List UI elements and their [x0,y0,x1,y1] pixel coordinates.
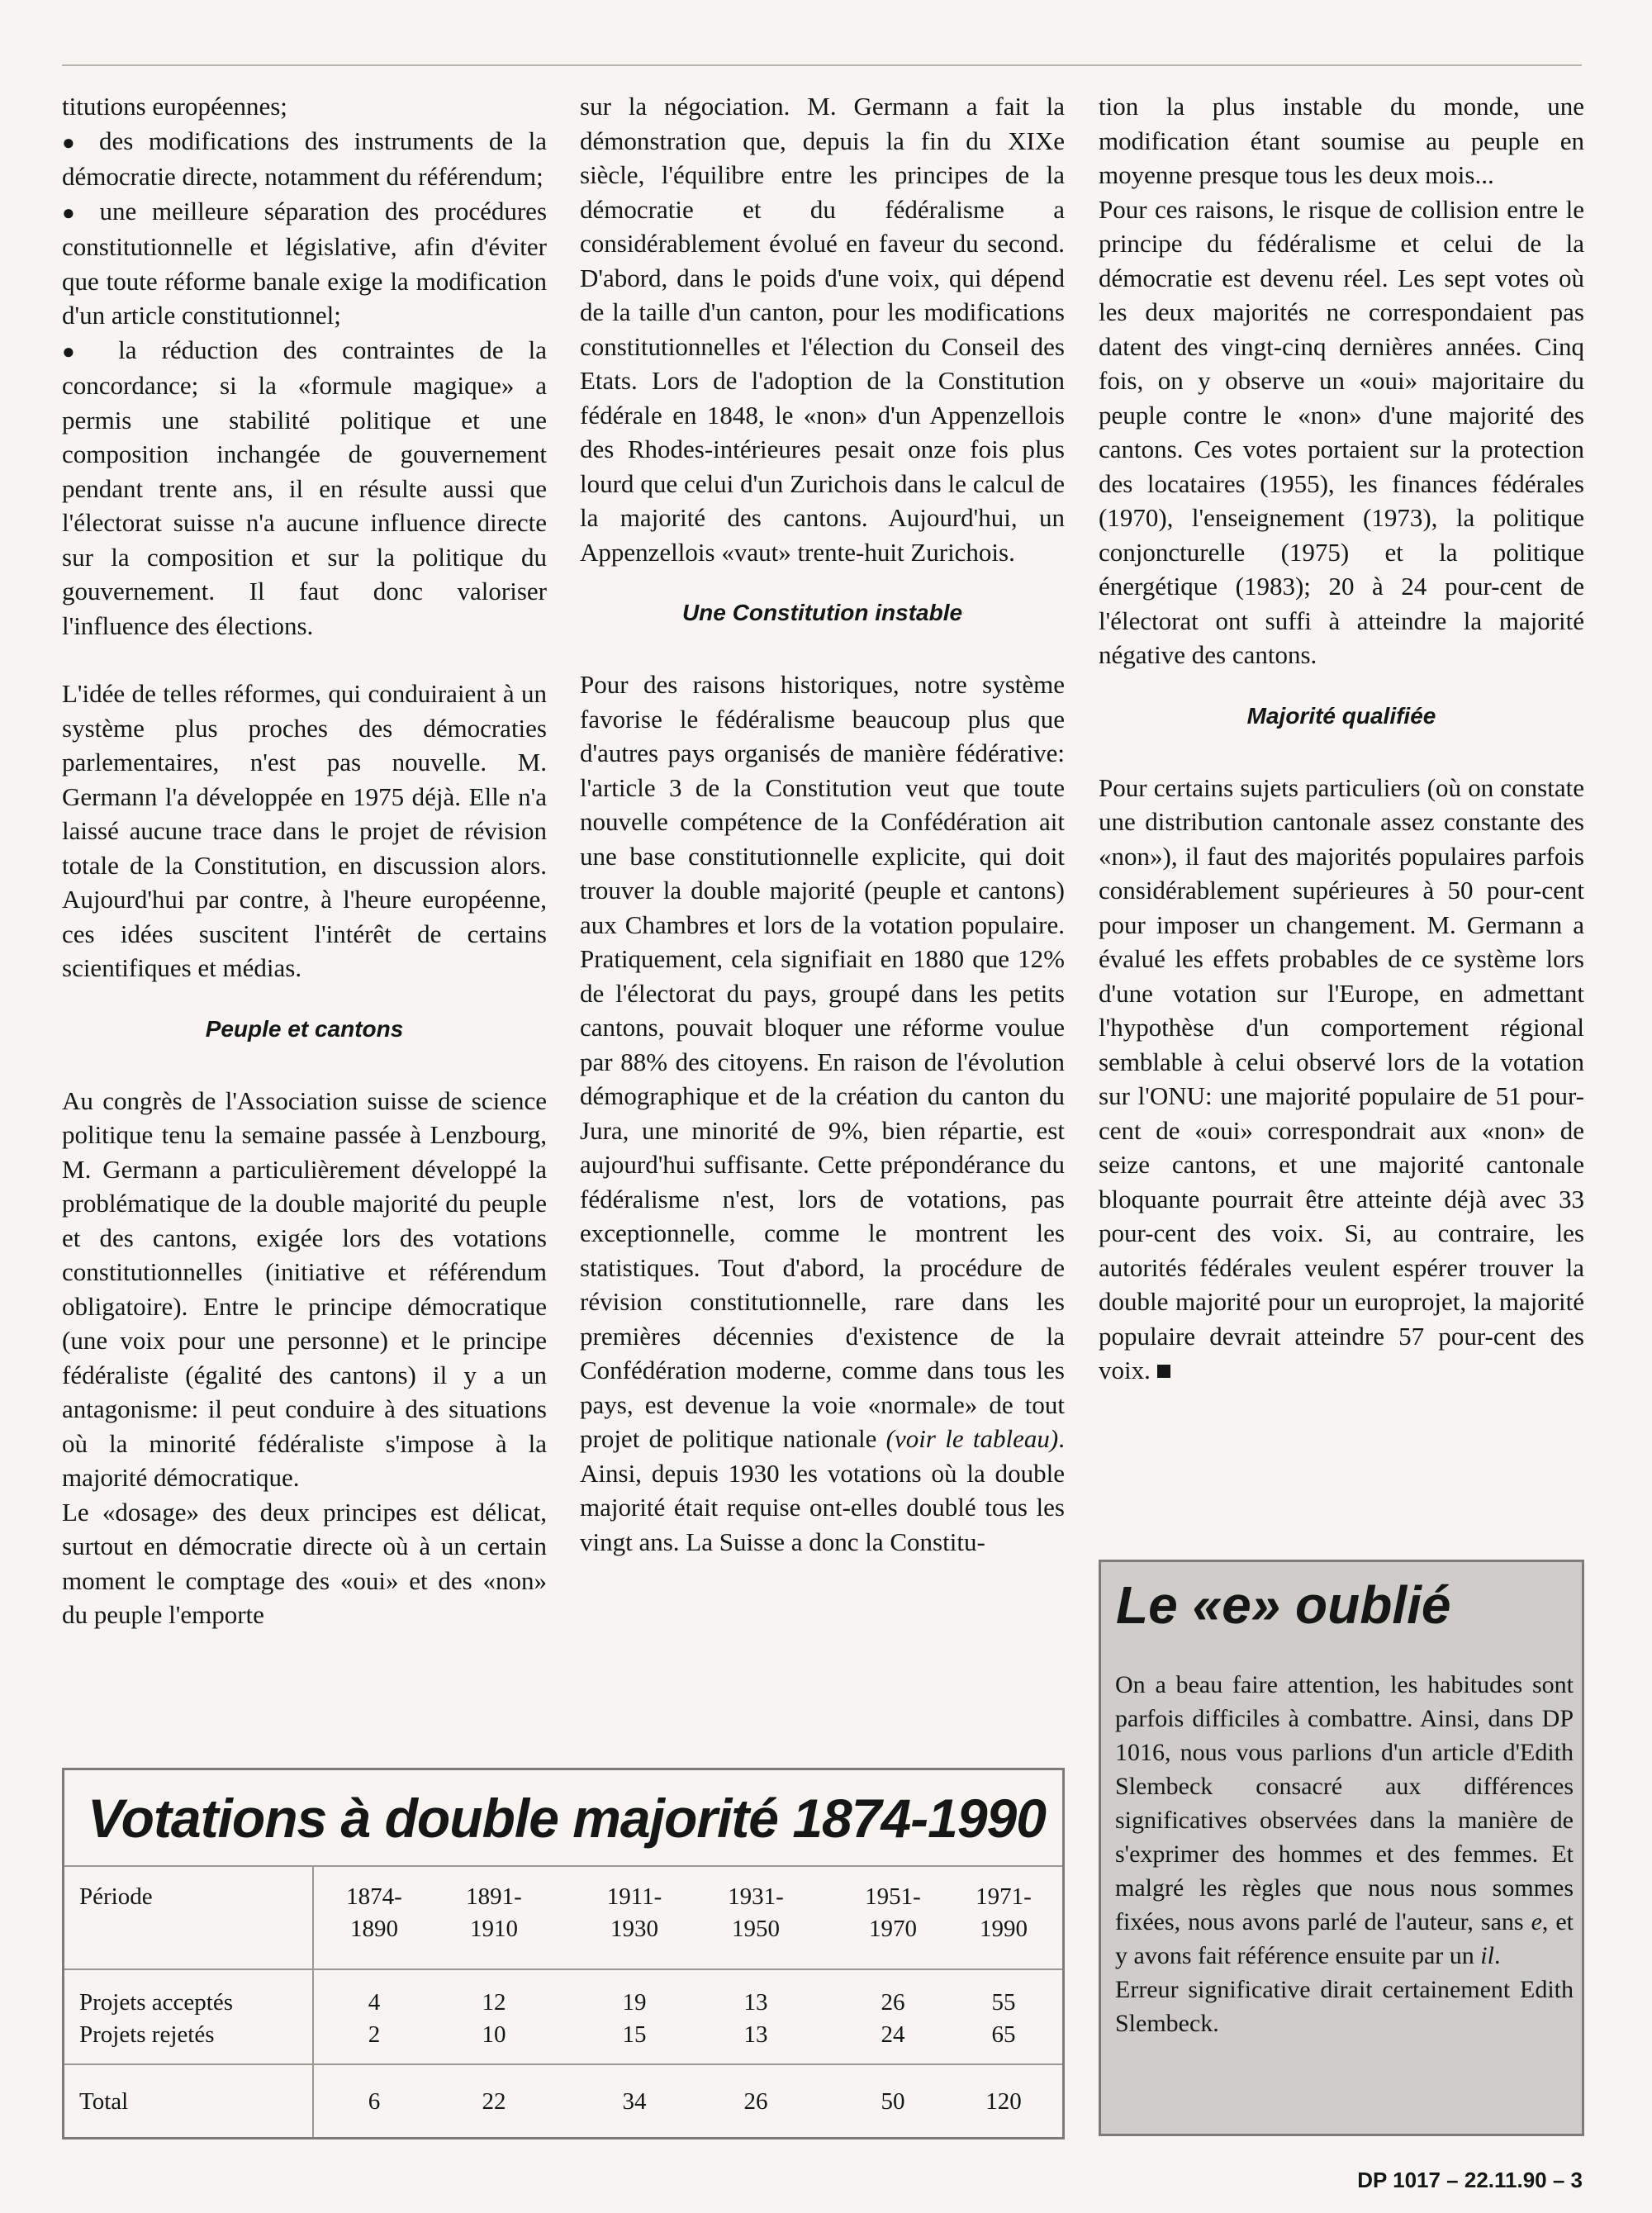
table-cell: 50 [881,2088,905,2115]
bullet-icon: ● [62,200,84,225]
paragraph: L'idée de telles réformes, qui conduiraient à un système plus proches des démocraties parlementaires, n'est pas nouvelle. M. Germann l'a développée en 1975 déjà. Elle n'a laissé aucune trace dans le projet de révision totale de la Constitution, en discussion alors. Aujourd'hui par contre, à l'heure européenne, ces idées suscitent l'intérêt de certains scientifiques et médias. [62,679,547,982]
table-reference: (voir le tableau) [885,1424,1059,1453]
table-divider [64,1865,1062,1867]
period-header [444,1881,544,1945]
paragraph: Au congrès de l'Association suisse de science politique tenu la semaine passée à Lenzbourg, M. Germann a particulièrement développé la problématique de la double majorité du peuple et des cantons, exigée lors des votations constitutionnelles (initiative et référendum obligatoire). Entre le principe démocratique (une voix pour une personne) et le principe fédéraliste (égalité des cantons) il y a un antagonisme: il peut conduire à des situations où la minorité fédéraliste s'impose à la majorité démocratique. [62,1085,547,1492]
period-header [325,1881,424,1945]
sidebar-text-part: Erreur significative dirait certainement Edith Slembeck. [1115,1976,1574,2037]
paragraph: sur la négociation. M. Germann a fait la démonstration que, depuis la fin du XIXe siècle, l'équilibre entre les principes de la démocratie et du fédéralisme a considérablement évolué en faveur du second. D'abord, dans le poids d'une voix, qui dépend de la taille d'un canton, pour les modifications constitutionnelles et l'élection du Conseil des Etats. Lors de l'adoption de la Constitution fédérale en 1848, le «non» d'un Appenzellois des Rhodes-intérieures pesait onze fois plus lourd que celui d'un Zurichois dans le calcul de la majorité des cantons. Aujourd'hui, un Appenzellois «vaut» trente-huit Zurichois. [580,92,1065,567]
paragraph [580,667,1065,1559]
article-column-3 [1099,89,1584,1388]
sidebar-text-part: , et y avons fait référence ensuite par un [1115,1908,1574,1969]
table-cell: 34 [622,2088,647,2115]
paragraph-text: . Ainsi, depuis 1930 les votations où la double majorité était requise ont-elles doublé tous les vingt ans. La Suisse a donc la Constitu- [580,1424,1065,1556]
sidebar-text-italic: il [1480,1942,1494,1969]
period-from: 1874- [346,1883,402,1910]
period-from: 1971- [976,1883,1032,1910]
period-from: 1911- [606,1883,662,1910]
article-column-2 [580,89,1065,1559]
table-divider [64,2063,1062,2065]
section-heading: Une Constitution instable [681,600,963,625]
end-mark-icon [1157,1365,1170,1378]
table-cell: 12 [482,1989,506,2016]
period-to: 1990 [980,1916,1028,1942]
bullet-icon: ● [62,339,94,363]
table-cell: 15 [622,2021,647,2048]
table-cell: 2 [368,2021,381,2048]
paragraph: tion la plus instable du monde, une modification étant soumise au peuple en moyenne presque tous les deux mois... [1099,92,1584,189]
period-to: 1950 [732,1916,780,1942]
sidebar-text-part: On a beau faire attention, les habitudes sont parfois difficiles à combattre. Ainsi, dans DP 1016, nous vous parlions d'un article d'Edith Slembeck consacré aux différences significatives observées dans la manière de s'exprimer des hommes et des femmes. Et malgré les règles que nous nous sommes fixées, nous avons parlé de l'auteur, sans [1115,1671,1574,1935]
sidebar-text-italic: e [1531,1908,1542,1935]
table-cell: 22 [482,2088,506,2115]
paragraph [1099,771,1584,1388]
section-heading: Majorité qualifiée [1246,702,1436,729]
page-footer: DP 1017 – 22.11.90 – 3 [1357,2168,1583,2192]
table-cell: 13 [743,1989,768,2016]
table-column-divider [312,1867,314,2137]
table-cell: 55 [991,1989,1016,2016]
period-from: 1951- [865,1883,921,1910]
paragraph: Le «dosage» des deux principes est délicat, surtout en démocratie directe où à un certain moment le comptage des «oui» et des «non» du peuple l'emporte [62,1497,547,1629]
table-cell: 13 [743,2021,768,2048]
article-column-1 [62,89,547,1632]
section-heading: Peuple et cantons [205,1015,404,1042]
bullet-text: la réduction des contraintes de la concordance; si la «formule magique» a permis une stabilité politique et une composition inchangée de gouvernement pendant trente ans, il en résulte aussi que l'électorat suisse n'a aucune influence directe sur la composition et sur la politique du gouvernement. Il faut donc valoriser l'influence des élections. [62,335,547,640]
table-cell: 6 [368,2088,381,2115]
period-header [843,1881,942,1945]
label-total: Total [79,2088,129,2115]
bullet-item [62,124,547,194]
table-divider [64,1968,1062,1970]
period-to: 1970 [869,1916,917,1942]
label-acceptes: Projets acceptés [79,1989,234,2016]
votations-table [62,1768,1065,2139]
bullet-text: une meilleure séparation des procédures constitutionnelle et législative, afin d'éviter que toute réforme banale exige la modification d'un article constitutionnel; [62,196,548,330]
bullet-text: des modifications des instruments de la démocratie directe, notamment du référendum; [62,126,547,191]
bullet-item [62,333,547,643]
period-to: 1930 [610,1916,658,1942]
table-cell: 26 [743,2088,768,2115]
sidebar-text [1115,1668,1574,2040]
sidebar-title: Le «e» oublié [1116,1575,1451,1635]
paragraph-text: Pour des raisons historiques, notre système favorise le fédéralisme beaucoup plus que d'autres pays organisés de manière fédérative: l'article 3 de la Constitution veut que toute nouvelle compétence de la Confédération ait une base constitutionnelle explicite, qui doit trouver la double majorité (peuple et cantons) aux Chambres et lors de la votation populaire. Pratiquement, cela signifiait en 1880 que 12% de l'électorat du pays, groupé dans les petits cantons, pouvait bloquer une réforme voulue par 88% des citoyens. En raison de l'évolution démographique et de la création du canton du Jura, une minorité de 9%, bien répartie, est aujourd'hui suffisante. Cette prépondérance du fédéralisme n'est, lors de votations, pas exceptionnelle, comme le montrent les statistiques. Tout d'abord, la procédure de révision constitutionnelle, rare dans les premières décennies d'existence de la Confédération moderne, comme dans tous les pays, est devenue la voie «normale» de tout projet de politique nationale [580,670,1065,1453]
top-rule [62,64,1582,66]
table-title: Votations à double majorité 1874-1990 [88,1788,1046,1849]
period-header [954,1881,1053,1945]
table-cell: 65 [991,2021,1016,2048]
period-from: 1931- [728,1883,784,1910]
label-periode: Période [79,1883,153,1910]
paragraph-text: Pour certains sujets particuliers (où on constate une distribution cantonale assez constante des «non»), il faut des majorités populaires parfois considérablement supérieures à 50 pour-cent pour imposer un changement. M. Germann a évalué les effets probables de ce système lors d'une votation sur l'Europe, en admettant l'hypothèse d'un comportement régional semblable à celui observé lors de la votation sur l'ONU: une majorité populaire de 51 pour-cent de «oui» correspondrait aux «non» de seize cantons, et une majorité cantonale bloquante pourrait être atteinte déjà avec 33 pour-cent des voix. Si, au contraire, les autorités fédérales veulent espérer trouver la double majorité pour un europrojet, la majorité populaire devrait atteindre 57 pour-cent des voix. [1099,772,1584,1384]
sidebar-box [1099,1560,1584,2136]
period-header [706,1881,805,1945]
period-to: 1890 [350,1916,398,1942]
table-cell: 19 [622,1989,647,2016]
paragraph: titutions européennes; [62,92,287,121]
table-cell: 24 [881,2021,905,2048]
sidebar-text-part: . [1493,1942,1501,1969]
table-cell: 26 [881,1989,905,2016]
bullet-icon: ● [62,130,84,154]
table-cell: 120 [985,2088,1022,2115]
period-header [585,1881,684,1945]
table-cell: 10 [482,2021,506,2048]
table-cell: 4 [368,1989,381,2016]
period-to: 1910 [470,1916,518,1942]
label-rejetes: Projets rejetés [79,2021,215,2048]
period-from: 1891- [466,1883,522,1910]
paragraph: Pour ces raisons, le risque de collision entre le principe du fédéralisme et celui de la démocratie est devenu réel. Les sept votes où les deux majorités ne correspondaient pas datent des vingt-cinq dernières années. Cinq fois, on y observe un «oui» majoritaire du peuple contre le «non» d'une majorité des cantons. Ces votes portaient sur la protection des locataires (1955), les finances fédérales (1970), l'enseignement (1973), la politique conjoncturelle (1975) et la politique énergétique (1983); 20 à 24 pour-cent de l'électorat ont suffi à atteindre la majorité négative des cantons. [1099,194,1584,669]
bullet-item [62,194,547,333]
